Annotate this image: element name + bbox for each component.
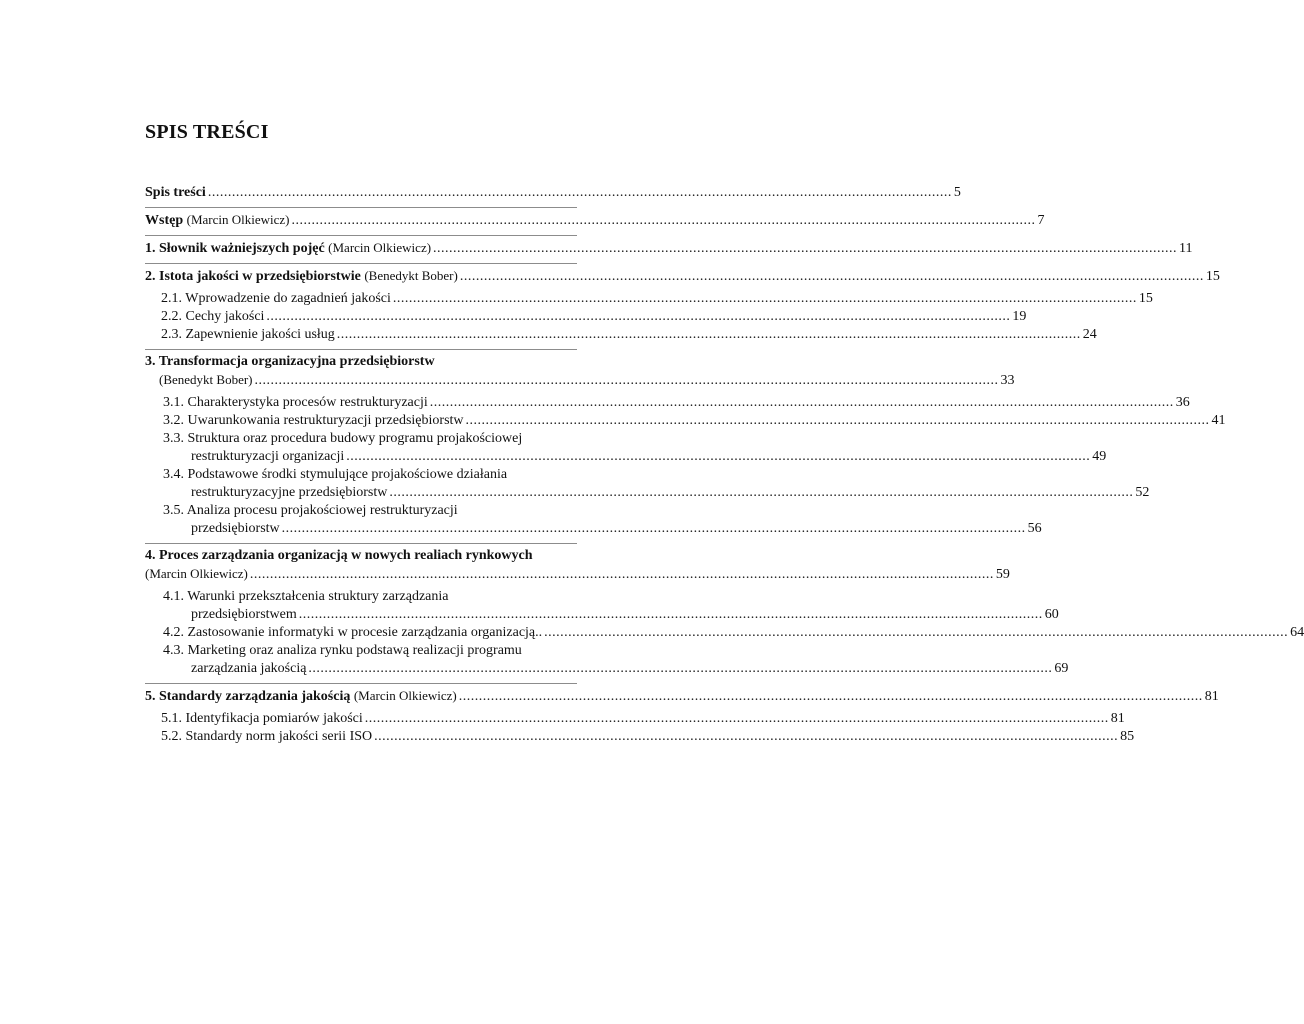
- entry-label: 5. Standardy zarządzania jakością: [145, 689, 351, 704]
- page-number: 81: [1204, 689, 1219, 704]
- entry-label: 5.2. Standardy norm jakości serii ISO: [161, 729, 373, 744]
- page-number: 5: [953, 185, 961, 200]
- page-number: 85: [1120, 729, 1135, 744]
- toc-entry[interactable]: [145, 371, 1015, 390]
- toc-entry-title[interactable]: [145, 353, 577, 371]
- subsection-list: [145, 588, 1304, 678]
- page-number: 11: [1179, 241, 1193, 256]
- toc-entry[interactable]: [145, 184, 961, 202]
- subsection-list: [145, 394, 1226, 538]
- entry-label: restrukturyzacyjne przedsiębiorstw: [191, 485, 388, 500]
- toc-subentry[interactable]: [145, 308, 1027, 326]
- toc-subentry[interactable]: [145, 728, 1135, 746]
- toc-entry[interactable]: [145, 211, 1045, 230]
- toc-subentry[interactable]: [145, 520, 1042, 538]
- toc-section-chapter-2: [145, 267, 1220, 350]
- dot-leader: ..........................................................................................................................................................................................: [374, 729, 1119, 744]
- page-number: 24: [1082, 327, 1097, 342]
- page-number: 33: [1000, 373, 1015, 388]
- dot-leader: ..........................................................................................................................................................................................: [392, 291, 1137, 306]
- page-number: 49: [1092, 449, 1107, 464]
- dot-leader: ..........................................................................................................................................................................................: [364, 711, 1109, 726]
- toc-entry[interactable]: [145, 267, 1220, 286]
- page-number: 69: [1054, 661, 1069, 676]
- page-number: 81: [1110, 711, 1125, 726]
- page-number: 15: [1138, 291, 1153, 306]
- dot-leader: ..........................................................................................................................................................................................: [281, 521, 1026, 536]
- entry-author: (Marcin Olkiewicz): [186, 212, 290, 227]
- toc-entry[interactable]: [145, 239, 1193, 258]
- page-number: 52: [1135, 485, 1150, 500]
- page-number: 59: [995, 567, 1010, 582]
- entry-label: 2.1. Wprowadzenie do zagadnień jakości: [161, 291, 391, 306]
- entry-label: 3.2. Uwarunkowania restrukturyzacji przedsiębiorstw: [163, 413, 464, 428]
- dot-leader: ..........................................................................................................................................................................................: [298, 607, 1043, 622]
- dot-leader: ..........................................................................................................................................................................................: [346, 449, 1091, 464]
- entry-label: zarządzania jakością: [191, 661, 307, 676]
- page-number: 7: [1037, 213, 1045, 228]
- toc-subentry-line[interactable]: 4.1. Warunki przekształcenia struktury zarządzania: [163, 589, 449, 604]
- dot-leader: ..........................................................................................................................................................................................: [465, 413, 1210, 428]
- entry-label: 3.1. Charakterystyka procesów restrukturyzacji: [163, 395, 428, 410]
- toc-subentry[interactable]: [145, 412, 1226, 430]
- dot-leader: ..........................................................................................................................................................................................: [459, 269, 1204, 284]
- toc-section-chapter-3: [145, 353, 1226, 544]
- toc-subentry[interactable]: [145, 394, 1190, 412]
- dot-leader: ..........................................................................................................................................................................................: [433, 241, 1178, 256]
- entry-label: Spis treści: [145, 185, 206, 200]
- entry-author: (Benedykt Bober): [159, 372, 253, 387]
- entry-label: przedsiębiorstw: [191, 521, 280, 536]
- entry-label: 2.3. Zapewnienie jakości usług: [161, 327, 335, 342]
- subsection-list: [145, 290, 1153, 344]
- toc-entry[interactable]: [145, 687, 1219, 706]
- toc-entry-title[interactable]: [145, 547, 577, 565]
- dot-leader: ..........................................................................................................................................................................................: [389, 485, 1134, 500]
- toc-section-intro: [145, 211, 1045, 236]
- table-of-contents: [145, 184, 1304, 754]
- toc-subentry[interactable]: [145, 484, 1150, 502]
- page-number: 15: [1205, 269, 1220, 284]
- entry-author: (Benedykt Bober): [364, 268, 458, 283]
- toc-subentry[interactable]: [145, 710, 1125, 728]
- toc-section-chapter-5: [145, 687, 1219, 751]
- toc-subentry[interactable]: [145, 660, 1069, 678]
- toc-subentry-line[interactable]: 4.3. Marketing oraz analiza rynku podstawą realizacji programu: [163, 643, 522, 658]
- toc-section-contents: [145, 184, 961, 208]
- entry-label: restrukturyzacji organizacji: [191, 449, 345, 464]
- toc-subentry[interactable]: [145, 326, 1097, 344]
- dot-leader: ..........................................................................................................................................................................................: [291, 213, 1036, 228]
- page-number: 56: [1027, 521, 1042, 536]
- dot-leader: ..........................................................................................................................................................................................: [308, 661, 1053, 676]
- toc-subentry[interactable]: [145, 448, 1107, 466]
- entry-label: 5.1. Identyfikacja pomiarów jakości: [161, 711, 363, 726]
- entry-label: 3. Transformacja organizacyjna przedsiębiorstw: [145, 354, 435, 369]
- page-number: 19: [1012, 309, 1027, 324]
- page-number: 60: [1044, 607, 1059, 622]
- dot-leader: ..........................................................................................................................................................................................: [429, 395, 1174, 410]
- entry-label: 4.2. Zastosowanie informatyki w procesie zarządzania organizacją..: [163, 625, 543, 640]
- page-number: 41: [1211, 413, 1226, 428]
- toc-subentry[interactable]: [145, 606, 1059, 624]
- entry-label: przedsiębiorstwem: [191, 607, 297, 622]
- toc-subentry[interactable]: [145, 290, 1153, 308]
- toc-entry[interactable]: [145, 565, 1010, 584]
- page-number: 64: [1290, 625, 1304, 640]
- dot-leader: ..........................................................................................................................................................................................: [266, 309, 1011, 324]
- subsection-list: [145, 710, 1135, 746]
- toc-section-chapter-1: [145, 239, 1193, 264]
- toc-subentry[interactable]: [145, 624, 1304, 642]
- toc-subentry-line[interactable]: 3.5. Analiza procesu projakościowej restrukturyzacji: [163, 503, 458, 518]
- dot-leader: ..........................................................................................................................................................................................: [249, 567, 994, 582]
- page-title: SPIS TREŚCI: [145, 121, 269, 143]
- dot-leader: ..........................................................................................................................................................................................: [207, 185, 952, 200]
- entry-author: (Marcin Olkiewicz): [328, 240, 432, 255]
- page-number: 36: [1175, 395, 1190, 410]
- entry-author: (Marcin Olkiewicz): [145, 566, 248, 581]
- toc-subentry-line[interactable]: 3.4. Podstawowe środki stymulujące projakościowe działania: [163, 467, 508, 482]
- entry-label: 2.2. Cechy jakości: [161, 309, 265, 324]
- entry-label: Wstęp: [145, 213, 184, 228]
- dot-leader: ..........................................................................................................................................................................................: [458, 689, 1203, 704]
- entry-label: 2. Istota jakości w przedsiębiorstwie: [145, 269, 361, 284]
- dot-leader: ..........................................................................................................................................................................................: [544, 625, 1289, 640]
- toc-section-chapter-4: [145, 547, 1304, 684]
- entry-label: 1. Słownik ważniejszych pojęć: [145, 241, 325, 256]
- dot-leader: ..........................................................................................................................................................................................: [336, 327, 1081, 342]
- entry-label: 4. Proces zarządzania organizacją w nowych realiach rynkowych: [145, 548, 533, 563]
- toc-subentry-line[interactable]: 3.3. Struktura oraz procedura budowy programu projakościowej: [163, 431, 523, 446]
- dot-leader: ..........................................................................................................................................................................................: [254, 373, 999, 388]
- entry-author: (Marcin Olkiewicz): [353, 688, 457, 703]
